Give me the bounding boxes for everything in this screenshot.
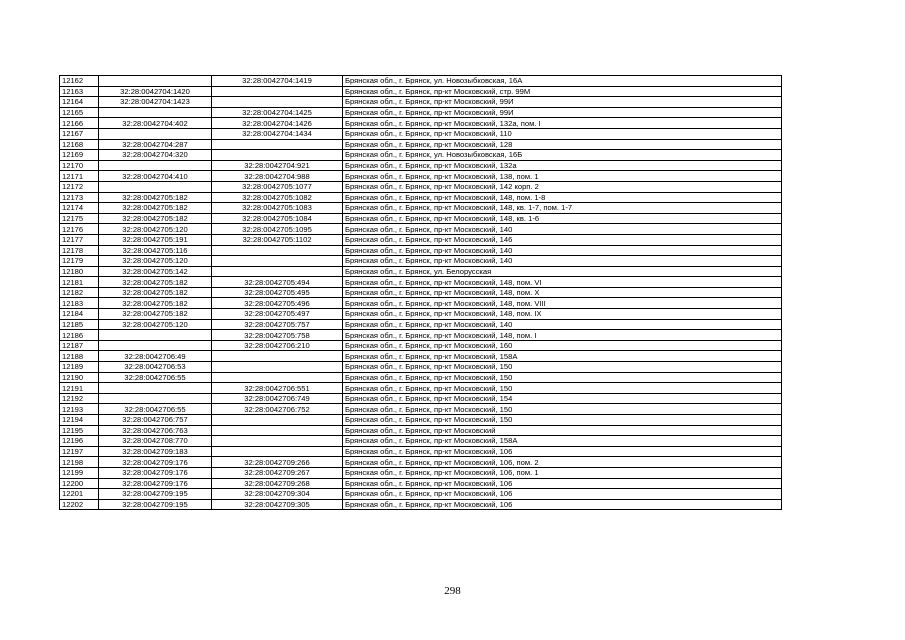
address-cell: Брянская обл., г. Брянск, пр-кт Московский, 140 (343, 245, 782, 256)
address-cell: Брянская обл., г. Брянск, пр-кт Московский, 106 (343, 499, 782, 510)
building-cadastral-number-cell: 32:28:0042705:1084 (212, 213, 343, 224)
land-cadastral-number-cell (99, 181, 212, 192)
building-cadastral-number-cell (212, 245, 343, 256)
building-cadastral-number-cell: 32:28:0042705:757 (212, 319, 343, 330)
row-number-cell: 12168 (60, 139, 99, 150)
building-cadastral-number-cell (212, 351, 343, 362)
land-cadastral-number-cell: 32:28:0042705:142 (99, 266, 212, 277)
building-cadastral-number-cell (212, 266, 343, 277)
building-cadastral-number-cell: 32:28:0042705:494 (212, 277, 343, 288)
address-cell: Брянская обл., г. Брянск, пр-кт Московский, 148, пом. X (343, 287, 782, 298)
row-number-cell: 12167 (60, 128, 99, 139)
row-number-cell: 12200 (60, 478, 99, 489)
address-cell: Брянская обл., г. Брянск, ул. Белорусская (343, 266, 782, 277)
land-cadastral-number-cell: 32:28:0042704:320 (99, 150, 212, 161)
address-cell: Брянская обл., г. Брянск, пр-кт Московский, 106, пом. 1 (343, 467, 782, 478)
address-cell: Брянская обл., г. Брянск, пр-кт Московский, 110 (343, 128, 782, 139)
land-cadastral-number-cell: 32:28:0042709:176 (99, 467, 212, 478)
property-register-table (59, 75, 782, 510)
building-cadastral-number-cell (212, 425, 343, 436)
land-cadastral-number-cell: 32:28:0042705:182 (99, 277, 212, 288)
address-cell: Брянская обл., г. Брянск, пр-кт Московский, 150 (343, 404, 782, 415)
land-cadastral-number-cell: 32:28:0042704:402 (99, 118, 212, 129)
table-row (60, 425, 782, 436)
row-number-cell: 12188 (60, 351, 99, 362)
building-cadastral-number-cell: 32:28:0042709:267 (212, 467, 343, 478)
address-cell: Брянская обл., г. Брянск, пр-кт Московский, 142 корп. 2 (343, 181, 782, 192)
land-cadastral-number-cell (99, 107, 212, 118)
address-cell: Брянская обл., г. Брянск, ул. Новозыбковская, 16Б (343, 150, 782, 161)
land-cadastral-number-cell (99, 128, 212, 139)
land-cadastral-number-cell: 32:28:0042704:1420 (99, 86, 212, 97)
address-cell: Брянская обл., г. Брянск, пр-кт Московский, 140 (343, 256, 782, 267)
table-row (60, 160, 782, 171)
row-number-cell: 12190 (60, 372, 99, 383)
building-cadastral-number-cell: 32:28:0042706:749 (212, 393, 343, 404)
building-cadastral-number-cell: 32:28:0042706:752 (212, 404, 343, 415)
row-number-cell: 12193 (60, 404, 99, 415)
address-cell: Брянская обл., г. Брянск, пр-кт Московский, 150 (343, 383, 782, 394)
table-row (60, 404, 782, 415)
building-cadastral-number-cell: 32:28:0042709:266 (212, 457, 343, 468)
table-row (60, 118, 782, 129)
land-cadastral-number-cell: 32:28:0042705:120 (99, 256, 212, 267)
address-cell: Брянская обл., г. Брянск, пр-кт Московский, 106 (343, 446, 782, 457)
land-cadastral-number-cell (99, 160, 212, 171)
row-number-cell: 12178 (60, 245, 99, 256)
table-body (60, 76, 782, 510)
address-cell: Брянская обл., г. Брянск, пр-кт Московский, 106, пом. 2 (343, 457, 782, 468)
land-cadastral-number-cell (99, 76, 212, 87)
row-number-cell: 12172 (60, 181, 99, 192)
land-cadastral-number-cell: 32:28:0042706:49 (99, 351, 212, 362)
row-number-cell: 12179 (60, 256, 99, 267)
table-row (60, 97, 782, 108)
table-row (60, 181, 782, 192)
building-cadastral-number-cell: 32:28:0042709:268 (212, 478, 343, 489)
land-cadastral-number-cell: 32:28:0042705:182 (99, 213, 212, 224)
table-row (60, 372, 782, 383)
row-number-cell: 12171 (60, 171, 99, 182)
address-cell: Брянская обл., г. Брянск, пр-кт Московский, 150 (343, 415, 782, 426)
row-number-cell: 12187 (60, 340, 99, 351)
address-cell: Брянская обл., г. Брянск, пр-кт Московский, 154 (343, 393, 782, 404)
land-cadastral-number-cell: 32:28:0042709:176 (99, 457, 212, 468)
building-cadastral-number-cell: 32:28:0042709:304 (212, 489, 343, 500)
building-cadastral-number-cell: 32:28:0042705:758 (212, 330, 343, 341)
row-number-cell: 12191 (60, 383, 99, 394)
land-cadastral-number-cell: 32:28:0042704:410 (99, 171, 212, 182)
table-row (60, 76, 782, 87)
address-cell: Брянская обл., г. Брянск, пр-кт Московский, 99И (343, 97, 782, 108)
building-cadastral-number-cell (212, 415, 343, 426)
land-cadastral-number-cell: 32:28:0042705:182 (99, 192, 212, 203)
building-cadastral-number-cell: 32:28:0042704:1426 (212, 118, 343, 129)
table-row (60, 436, 782, 447)
table-row (60, 86, 782, 97)
building-cadastral-number-cell: 32:28:0042705:1082 (212, 192, 343, 203)
land-cadastral-number-cell: 32:28:0042709:195 (99, 489, 212, 500)
address-cell: Брянская обл., г. Брянск, пр-кт Московский, 106 (343, 489, 782, 500)
address-cell: Брянская обл., г. Брянск, пр-кт Московский, 158А (343, 351, 782, 362)
table-row (60, 330, 782, 341)
row-number-cell: 12186 (60, 330, 99, 341)
building-cadastral-number-cell (212, 97, 343, 108)
building-cadastral-number-cell (212, 86, 343, 97)
row-number-cell: 12165 (60, 107, 99, 118)
land-cadastral-number-cell (99, 393, 212, 404)
table-row (60, 171, 782, 182)
building-cadastral-number-cell: 32:28:0042704:1419 (212, 76, 343, 87)
land-cadastral-number-cell: 32:28:0042709:195 (99, 499, 212, 510)
building-cadastral-number-cell (212, 256, 343, 267)
table-row (60, 266, 782, 277)
table-row (60, 351, 782, 362)
row-number-cell: 12189 (60, 362, 99, 373)
table-row (60, 107, 782, 118)
building-cadastral-number-cell (212, 150, 343, 161)
row-number-cell: 12192 (60, 393, 99, 404)
address-cell: Брянская обл., г. Брянск, пр-кт Московский, 140 (343, 319, 782, 330)
land-cadastral-number-cell: 32:28:0042708:770 (99, 436, 212, 447)
building-cadastral-number-cell: 32:28:0042705:1095 (212, 224, 343, 235)
table-row (60, 309, 782, 320)
table-row (60, 203, 782, 214)
row-number-cell: 12162 (60, 76, 99, 87)
building-cadastral-number-cell: 32:28:0042706:551 (212, 383, 343, 394)
building-cadastral-number-cell: 32:28:0042705:1102 (212, 234, 343, 245)
table-row (60, 499, 782, 510)
table-row (60, 139, 782, 150)
table-row (60, 298, 782, 309)
row-number-cell: 12180 (60, 266, 99, 277)
address-cell: Брянская обл., г. Брянск, пр-кт Московский, стр. 99М (343, 86, 782, 97)
building-cadastral-number-cell: 32:28:0042705:496 (212, 298, 343, 309)
row-number-cell: 12199 (60, 467, 99, 478)
table-row (60, 150, 782, 161)
land-cadastral-number-cell: 32:28:0042706:763 (99, 425, 212, 436)
address-cell: Брянская обл., г. Брянск, пр-кт Московский, 160 (343, 340, 782, 351)
row-number-cell: 12174 (60, 203, 99, 214)
land-cadastral-number-cell: 32:28:0042705:120 (99, 224, 212, 235)
address-cell: Брянская обл., г. Брянск, пр-кт Московский, 132а, пом. I (343, 118, 782, 129)
land-cadastral-number-cell: 32:28:0042704:287 (99, 139, 212, 150)
address-cell: Брянская обл., г. Брянск, пр-кт Московский, 146 (343, 234, 782, 245)
row-number-cell: 12169 (60, 150, 99, 161)
land-cadastral-number-cell: 32:28:0042705:182 (99, 298, 212, 309)
address-cell: Брянская обл., г. Брянск, пр-кт Московский, 150 (343, 372, 782, 383)
page-number: 298 (444, 585, 461, 597)
address-cell: Брянская обл., г. Брянск, пр-кт Московский, 99И (343, 107, 782, 118)
table-row (60, 340, 782, 351)
row-number-cell: 12185 (60, 319, 99, 330)
address-cell: Брянская обл., г. Брянск, пр-кт Московский, 140 (343, 224, 782, 235)
row-number-cell: 12201 (60, 489, 99, 500)
building-cadastral-number-cell: 32:28:0042704:988 (212, 171, 343, 182)
table-row (60, 362, 782, 373)
address-cell: Брянская обл., г. Брянск, пр-кт Московский, 148, пом. I (343, 330, 782, 341)
table-row (60, 287, 782, 298)
address-cell: Брянская обл., г. Брянск, пр-кт Московский, 148, пом. 1-8 (343, 192, 782, 203)
row-number-cell: 12182 (60, 287, 99, 298)
table-row (60, 192, 782, 203)
address-cell: Брянская обл., г. Брянск, пр-кт Московский, 150 (343, 362, 782, 373)
address-cell: Брянская обл., г. Брянск, пр-кт Московский, 158А (343, 436, 782, 447)
building-cadastral-number-cell: 32:28:0042706:210 (212, 340, 343, 351)
land-cadastral-number-cell: 32:28:0042706:757 (99, 415, 212, 426)
address-cell: Брянская обл., г. Брянск, ул. Новозыбковская, 16А (343, 76, 782, 87)
address-cell: Брянская обл., г. Брянск, пр-кт Московский, 148, кв. 1-7, пом. 1-7 (343, 203, 782, 214)
address-cell: Брянская обл., г. Брянск, пр-кт Московский, 128 (343, 139, 782, 150)
land-cadastral-number-cell (99, 340, 212, 351)
table-row (60, 415, 782, 426)
row-number-cell: 12181 (60, 277, 99, 288)
row-number-cell: 12177 (60, 234, 99, 245)
land-cadastral-number-cell: 32:28:0042704:1423 (99, 97, 212, 108)
land-cadastral-number-cell: 32:28:0042705:191 (99, 234, 212, 245)
row-number-cell: 12173 (60, 192, 99, 203)
row-number-cell: 12184 (60, 309, 99, 320)
address-cell: Брянская обл., г. Брянск, пр-кт Московский, 148, пом. IX (343, 309, 782, 320)
building-cadastral-number-cell: 32:28:0042704:1425 (212, 107, 343, 118)
row-number-cell: 12202 (60, 499, 99, 510)
land-cadastral-number-cell: 32:28:0042705:116 (99, 245, 212, 256)
building-cadastral-number-cell: 32:28:0042705:495 (212, 287, 343, 298)
row-number-cell: 12175 (60, 213, 99, 224)
building-cadastral-number-cell: 32:28:0042705:1077 (212, 181, 343, 192)
table-row (60, 234, 782, 245)
land-cadastral-number-cell (99, 383, 212, 394)
row-number-cell: 12164 (60, 97, 99, 108)
row-number-cell: 12198 (60, 457, 99, 468)
table-row (60, 383, 782, 394)
land-cadastral-number-cell: 32:28:0042705:182 (99, 287, 212, 298)
table-row (60, 489, 782, 500)
row-number-cell: 12195 (60, 425, 99, 436)
table-row (60, 245, 782, 256)
row-number-cell: 12197 (60, 446, 99, 457)
table-row (60, 467, 782, 478)
land-cadastral-number-cell: 32:28:0042705:120 (99, 319, 212, 330)
address-cell: Брянская обл., г. Брянск, пр-кт Московский, 106 (343, 478, 782, 489)
row-number-cell: 12194 (60, 415, 99, 426)
building-cadastral-number-cell (212, 436, 343, 447)
table-row (60, 213, 782, 224)
table-row (60, 277, 782, 288)
row-number-cell: 12166 (60, 118, 99, 129)
table-row (60, 319, 782, 330)
building-cadastral-number-cell: 32:28:0042709:305 (212, 499, 343, 510)
building-cadastral-number-cell: 32:28:0042704:921 (212, 160, 343, 171)
table-row (60, 128, 782, 139)
land-cadastral-number-cell: 32:28:0042709:183 (99, 446, 212, 457)
table-row (60, 478, 782, 489)
table-row (60, 224, 782, 235)
building-cadastral-number-cell: 32:28:0042704:1434 (212, 128, 343, 139)
building-cadastral-number-cell (212, 139, 343, 150)
building-cadastral-number-cell: 32:28:0042705:497 (212, 309, 343, 320)
table-row (60, 446, 782, 457)
building-cadastral-number-cell (212, 372, 343, 383)
land-cadastral-number-cell: 32:28:0042705:182 (99, 203, 212, 214)
row-number-cell: 12183 (60, 298, 99, 309)
table-row (60, 393, 782, 404)
table-row (60, 457, 782, 468)
row-number-cell: 12176 (60, 224, 99, 235)
row-number-cell: 12196 (60, 436, 99, 447)
building-cadastral-number-cell (212, 362, 343, 373)
address-cell: Брянская обл., г. Брянск, пр-кт Московский (343, 425, 782, 436)
row-number-cell: 12163 (60, 86, 99, 97)
address-cell: Брянская обл., г. Брянск, пр-кт Московский, 148, кв. 1-6 (343, 213, 782, 224)
land-cadastral-number-cell: 32:28:0042706:55 (99, 372, 212, 383)
table-row (60, 256, 782, 267)
row-number-cell: 12170 (60, 160, 99, 171)
address-cell: Брянская обл., г. Брянск, пр-кт Московский, 138, пом. 1 (343, 171, 782, 182)
building-cadastral-number-cell (212, 446, 343, 457)
land-cadastral-number-cell: 32:28:0042705:182 (99, 309, 212, 320)
building-cadastral-number-cell: 32:28:0042705:1083 (212, 203, 343, 214)
land-cadastral-number-cell (99, 330, 212, 341)
address-cell: Брянская обл., г. Брянск, пр-кт Московский, 148, пом. VI (343, 277, 782, 288)
address-cell: Брянская обл., г. Брянск, пр-кт Московский, 148, пом. VIII (343, 298, 782, 309)
address-cell: Брянская обл., г. Брянск, пр-кт Московский, 132а (343, 160, 782, 171)
land-cadastral-number-cell: 32:28:0042706:55 (99, 404, 212, 415)
land-cadastral-number-cell: 32:28:0042709:176 (99, 478, 212, 489)
land-cadastral-number-cell: 32:28:0042706:53 (99, 362, 212, 373)
